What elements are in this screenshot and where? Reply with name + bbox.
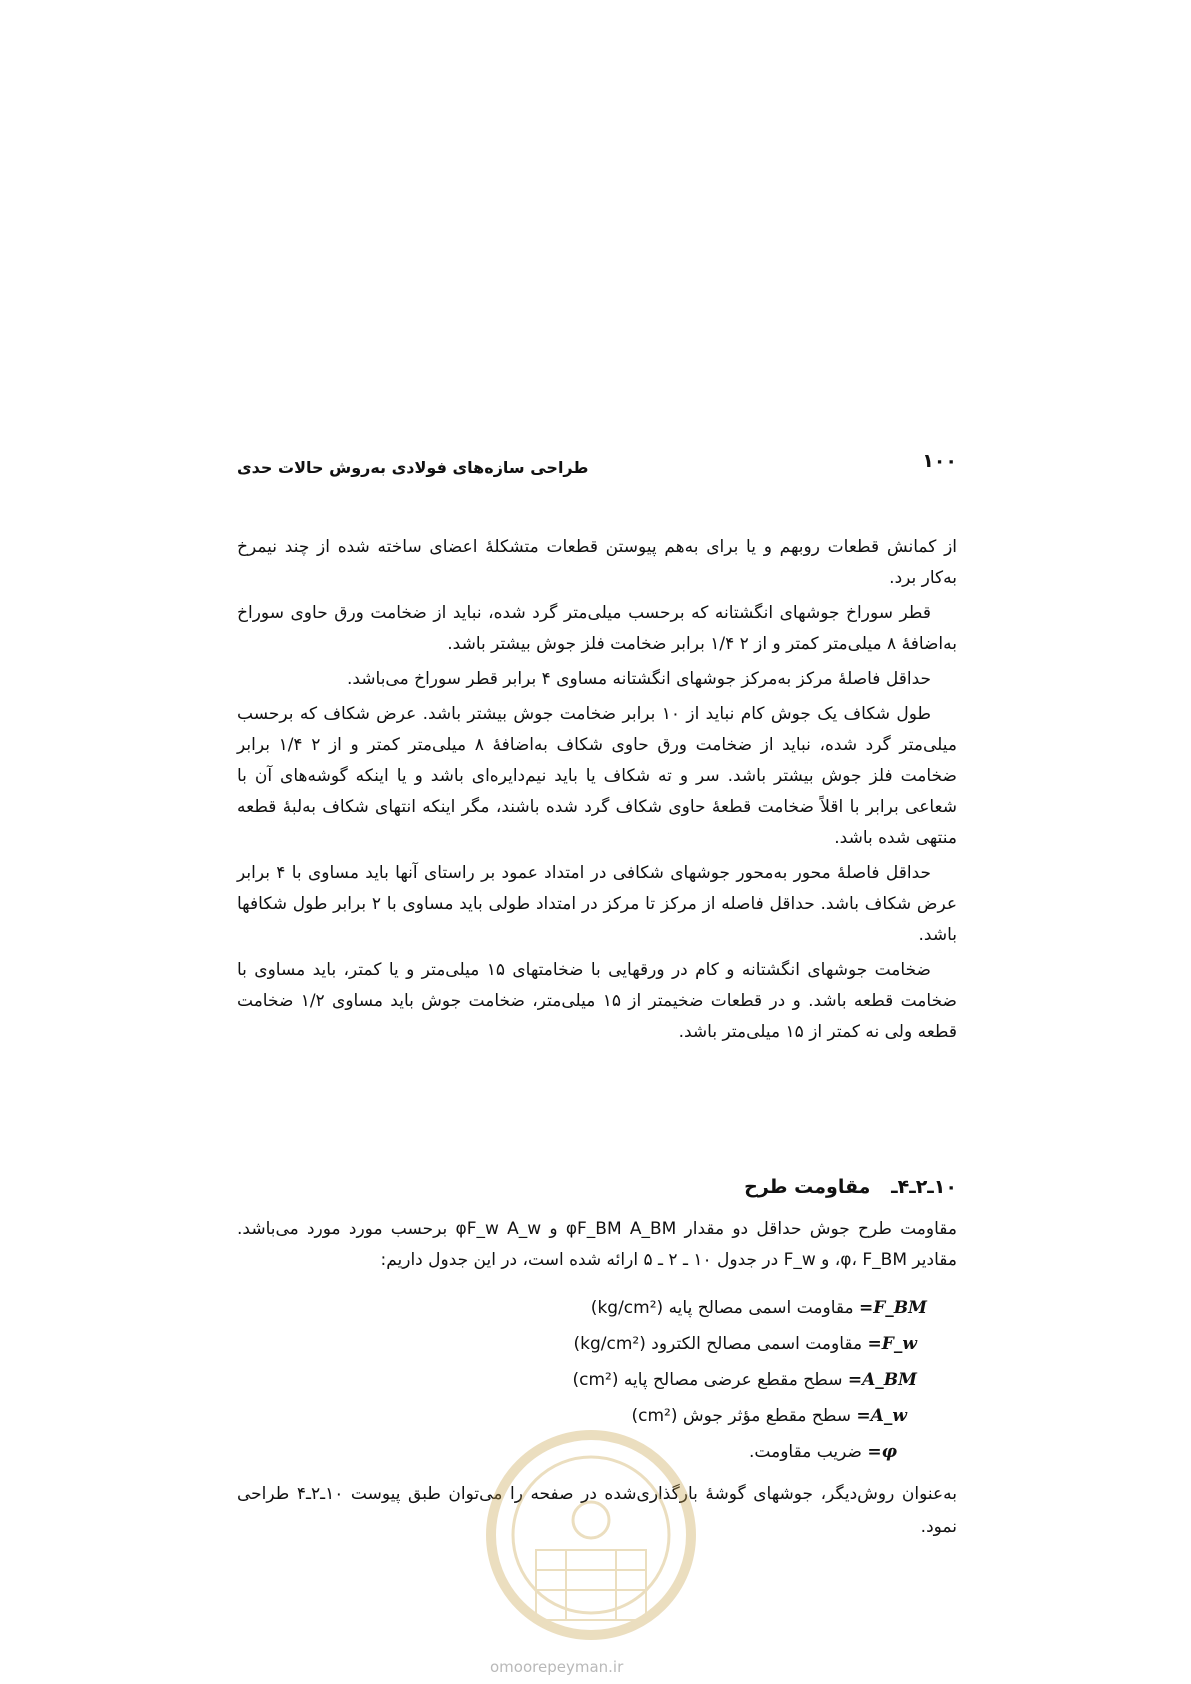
paragraph: قطر سوراخ جوشهای انگشتانه که برحسب میلی‌متر گرد شده، نباید از ضخامت ورق حاوی سوراخ به‌اضافهٔ ۸ میلی‌متر کمتر و از ۲ ۱/۴ برابر ضخامت فلز جوش بیشتر باشد. [237,603,957,654]
definition-item [237,1290,927,1326]
definition-text: سطح مقطع مؤثر جوش (cm²) [631,1406,852,1426]
definition-symbol: A_BM= [847,1370,917,1390]
section-number: ۱۰ـ۲ـ۴ـ [891,1176,957,1198]
watermark-logo-icon [466,1420,716,1660]
paragraph: حداقل فاصلهٔ محور به‌محور جوشهای شکافی در امتداد عمود بر راستای آنها باید مساوی با ۴ برابر عرض شکاف باشد. حداقل فاصله از مرکز تا مرکز در امتداد طولی باید مساوی با ۲ برابر طول شکافها باشد. [237,863,957,945]
section-heading [237,1176,957,1198]
section-intro [237,1214,957,1276]
paragraph: طول شکاف یک جوش کام نباید از ۱۰ برابر ضخامت جوش بیشتر باشد. عرض شکاف که برحسب میلی‌متر گرد شده، نباید از ضخامت ورق حاوی شکاف به‌اضافهٔ ۸ میلی‌متر کمتر و از ۲ ۱/۴ برابر ضخامت فلز جوش بیشتر باشد. سر و ته شکاف یا باید نیم‌دایره‌ای باشد و یا اینکه گوشه‌های آن با شعاعی برابر با اقلاً ضخامت قطعهٔ حاوی شکاف گرد شده باشند، مگر اینکه انتهای شکاف به‌لبهٔ قطعه منتهی شده باشد. [237,704,957,848]
definition-text: ضریب مقاومت. [749,1442,862,1462]
definition-symbol: F_w= [867,1334,917,1354]
paragraph: حداقل فاصلهٔ مرکز به‌مرکز جوشهای انگشتانه مساوی ۴ برابر قطر سوراخ می‌باشد. [346,669,931,689]
page-number: ۱۰۰ [922,450,957,472]
page-header [237,450,957,490]
paragraph: از کمانش قطعات روبهم و یا برای به‌هم پیوستن قطعات متشکلهٔ اعضای ساخته شده از چند نیمرخ به‌کار برد. [237,537,957,588]
body-text [237,532,957,1052]
paragraph: به‌عنوان روش‌دیگر، جوشهای گوشهٔ بارگذاری‌شده در صفحه را می‌توان طبق پیوست ۱۰ـ۲ـ۴ طراحی نمود. [237,1484,957,1537]
definition-item [237,1362,927,1398]
running-title: طراحی سازه‌های فولادی به‌روش حالات حدی [237,458,589,477]
definition-text: مقاومت اسمی مصالح پایه (kg/cm²) [590,1298,854,1318]
definition-symbol: φ= [867,1442,897,1462]
watermark-site-url: omoorepeyman.ir [490,1658,624,1676]
paragraph: مقاومت طرح جوش حداقل دو مقدار φF_BM A_BM و φF_w A_w برحسب مورد مورد می‌باشد. مقادیر φ، F_BM، و F_w در جدول ۱۰ ـ ۲ ـ ۵ ارائه شده است، در این جدول داریم: [237,1219,957,1270]
paragraph: ضخامت جوشهای انگشتانه و کام در ورقهایی با ضخامتهای ۱۵ میلی‌متر و یا کمتر، باید مساوی با ضخامت قطعه باشد. و در قطعات ضخیمتر از ۱۵ میلی‌متر، ضخامت جوش باید مساوی ۱/۲ ضخامت قطعه ولی نه کمتر از ۱۵ میلی‌متر باشد. [237,960,957,1042]
definition-text: سطح مقطع عرضی مصالح پایه (cm²) [572,1370,843,1390]
definition-item [237,1326,927,1362]
definition-symbol: F_BM= [858,1298,927,1318]
section-title: مقاومت طرح [744,1176,871,1198]
definition-text: مقاومت اسمی مصالح الکترود (kg/cm²) [573,1334,863,1354]
definition-symbol: A_w= [856,1406,907,1426]
